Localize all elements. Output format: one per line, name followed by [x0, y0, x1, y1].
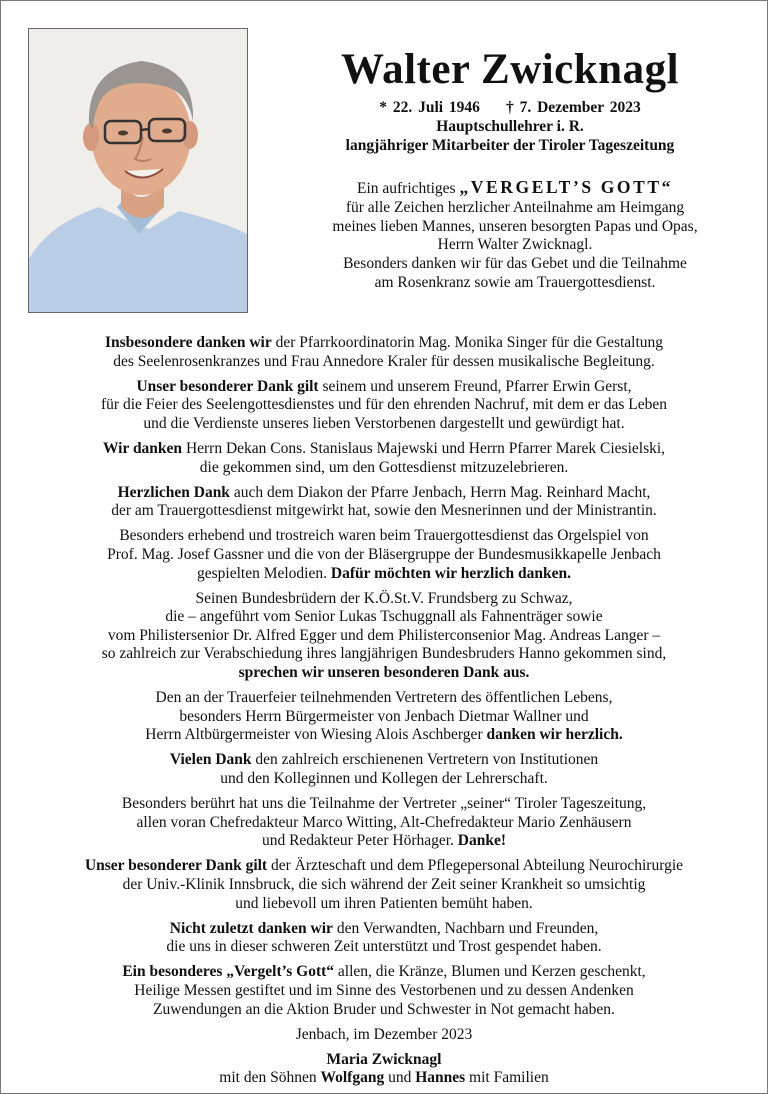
text: Seinen Bundesbrüdern der K.Ö.St.V. Frundsberg zu Schwaz,: [195, 589, 573, 607]
portrait-illustration: [29, 29, 247, 312]
text: mit Familien: [465, 1069, 549, 1087]
role-line-1: Hauptschullehrer i. R.: [436, 118, 584, 135]
text: und liebevoll um ihren Patienten bemüht haben.: [235, 894, 533, 912]
text: vom Philistersenior Dr. Alfred Egger und dem Philisterconsenior Mag. Andreas Langer –: [107, 626, 661, 644]
text: und: [384, 1069, 416, 1087]
portrait-photo: [28, 28, 248, 313]
birth-date: * 22. Juli 1946: [379, 99, 480, 116]
text: die – angeführt vom Senior Lukas Tschuggnall als Fahnenträger sowie: [165, 608, 603, 626]
text: Heilige Messen gestiftet und im Sinne des Vestorbenen und zu dessen Andenken: [134, 981, 634, 999]
text: Besonders erhebend und trostreich waren beim Trauergottesdienst das Orgelspiel von: [119, 527, 649, 545]
text: Zuwendungen an die Aktion Bruder und Schwester in Not gemacht haben.: [153, 1000, 615, 1018]
paragraph-10: [30, 857, 738, 913]
paragraph-7: [30, 689, 738, 745]
bold-tail: Dafür möchten wir herzlich danken.: [330, 564, 571, 582]
bold-lead: Unser besonderer Dank gilt: [136, 377, 319, 395]
text: den Verwandten, Nachbarn und Freunden,: [332, 919, 599, 937]
intro-pre: Ein aufrichtiges: [356, 180, 456, 197]
text: allen, die Kränze, Blumen und Kerzen geschenkt,: [334, 963, 646, 981]
intro-line-3: meines lieben Mannes, unseren besorgten Papas und Opas,: [332, 217, 698, 235]
text: Den an der Trauerfeier teilnehmenden Vertretern des öffentlichen Lebens,: [155, 689, 613, 707]
bold-tail: danken wir herzlich.: [486, 726, 623, 744]
intro-line-6: am Rosenkranz sowie am Trauergottesdienst.: [374, 273, 656, 291]
text: des Seelenrosenkranzes und Frau Annedore Kraler für dessen musikalische Begleitung.: [113, 352, 655, 370]
bold-tail: sprechen wir unseren besonderen Dank aus.: [238, 664, 530, 681]
bold-lead: Insbesondere danken wir: [104, 334, 272, 351]
paragraph-5: [30, 527, 738, 583]
text: auch dem Diakon der Pfarre Jenbach, Herrn Mag. Reinhard Macht,: [229, 483, 651, 501]
text: gespielten Melodien.: [197, 564, 331, 582]
intro-thanks: [280, 178, 750, 293]
text: und die Verdienste unseres lieben Verstorbenen dargestellt und gewürdigt hat.: [143, 414, 625, 432]
deceased-name: Walter Zwicknagl: [340, 46, 680, 93]
role-line-2: langjähriger Mitarbeiter der Tiroler Tageszeitung: [345, 137, 675, 154]
text: für die Feier des Seelengottesdienstes und für den ehrenden Nachruf, mit dem er das Leben: [101, 396, 667, 414]
paragraph-12: [30, 963, 738, 1019]
paragraph-1: [30, 334, 738, 371]
bold-lead: Nicht zuletzt danken wir: [169, 919, 333, 937]
intro-line-1: [280, 178, 750, 199]
text: der Univ.-Klinik Innsbruck, die sich während der Zeit seiner Krankheit so umsichtig: [122, 875, 646, 893]
son-name: Hannes: [415, 1069, 466, 1087]
bold-lead: Vielen Dank: [169, 751, 252, 769]
bold-lead: Ein besonderes „Vergelt’s Gott“: [122, 963, 335, 981]
text: besonders Herrn Bürgermeister von Jenbach Dietmar Wallner und: [179, 707, 589, 725]
text: die gekommen sind, um den Gottesdienst mitzuzelebrieren.: [199, 458, 569, 476]
text: mit den Söhnen: [219, 1069, 321, 1087]
intro-line-2: für alle Zeichen herzlicher Anteilnahme am Heimgang: [345, 198, 685, 216]
text: die uns in dieser schweren Zeit unterstützt und Trost gespendet haben.: [166, 938, 602, 956]
text: den zahlreich erschienenen Vertretern von Institutionen: [251, 751, 599, 769]
text: Herrn Altbürgermeister von Wiesing Alois Aschberger: [145, 726, 487, 744]
text: so zahlreich zur Verabschiedung ihres langjährigen Bundesbruders Hanno gekommen sind,: [101, 645, 667, 663]
text: der Pfarrkoordinatorin Mag. Monika Singer für die Gestaltung: [271, 334, 664, 351]
son-name: Wolfgang: [320, 1069, 385, 1087]
death-date: † 7. Dezember 2023: [505, 99, 641, 116]
thanks-body: [30, 334, 738, 1088]
paragraph-8: [30, 751, 738, 788]
text: allen voran Chefredakteur Marco Witting, Alt-Chefredakteur Mario Zenhäusern: [136, 813, 632, 831]
text: und den Kolleginnen und Kollegen der Lehrerschaft.: [220, 769, 548, 787]
header: [290, 44, 730, 155]
paragraph-3: [30, 440, 738, 477]
signer-name: Maria Zwicknagl: [326, 1050, 442, 1068]
text: der Ärzteschaft und dem Pflegepersonal Abteilung Neurochirurgie: [267, 857, 684, 875]
text: seinem und unserem Freund, Pfarrer Erwin Gerst,: [318, 377, 632, 395]
text: Herrn Dekan Cons. Stanislaus Majewski und Herrn Pfarrer Marek Ciesielski,: [182, 439, 666, 457]
paragraph-11: [30, 920, 738, 957]
signature-block: [30, 1051, 738, 1088]
text: der am Trauergottesdienst mitgewirkt hat, sowie den Mesnerinnen und der Ministrantin.: [111, 502, 657, 520]
bold-lead: Herzlichen Dank: [117, 483, 230, 501]
text: und Redakteur Peter Hörhager.: [261, 832, 458, 850]
intro-line-5: Besonders danken wir für das Gebet und die Teilnahme: [343, 255, 687, 273]
paragraph-4: [30, 484, 738, 521]
paragraph-2: [30, 378, 738, 434]
vergelts-gott: „VERGELT’S GOTT“: [459, 177, 674, 197]
place-date: Jenbach, im Dezember 2023: [295, 1025, 473, 1043]
bold-tail: Danke!: [457, 832, 507, 850]
text: Besonders berührt hat uns die Teilnahme der Vertreter „seiner“ Tiroler Tageszeitung,: [121, 795, 647, 813]
bold-lead: Wir danken: [102, 439, 183, 457]
paragraph-6: [30, 590, 738, 683]
bold-lead: Unser besonderer Dank gilt: [84, 857, 268, 875]
intro-line-4: Herrn Walter Zwicknagl.: [437, 236, 593, 254]
paragraph-9: [30, 795, 738, 851]
text: Prof. Mag. Josef Gassner und die von der Bläsergruppe der Bundesmusikkapelle Jenbach: [107, 545, 661, 563]
life-dates: [290, 98, 730, 117]
